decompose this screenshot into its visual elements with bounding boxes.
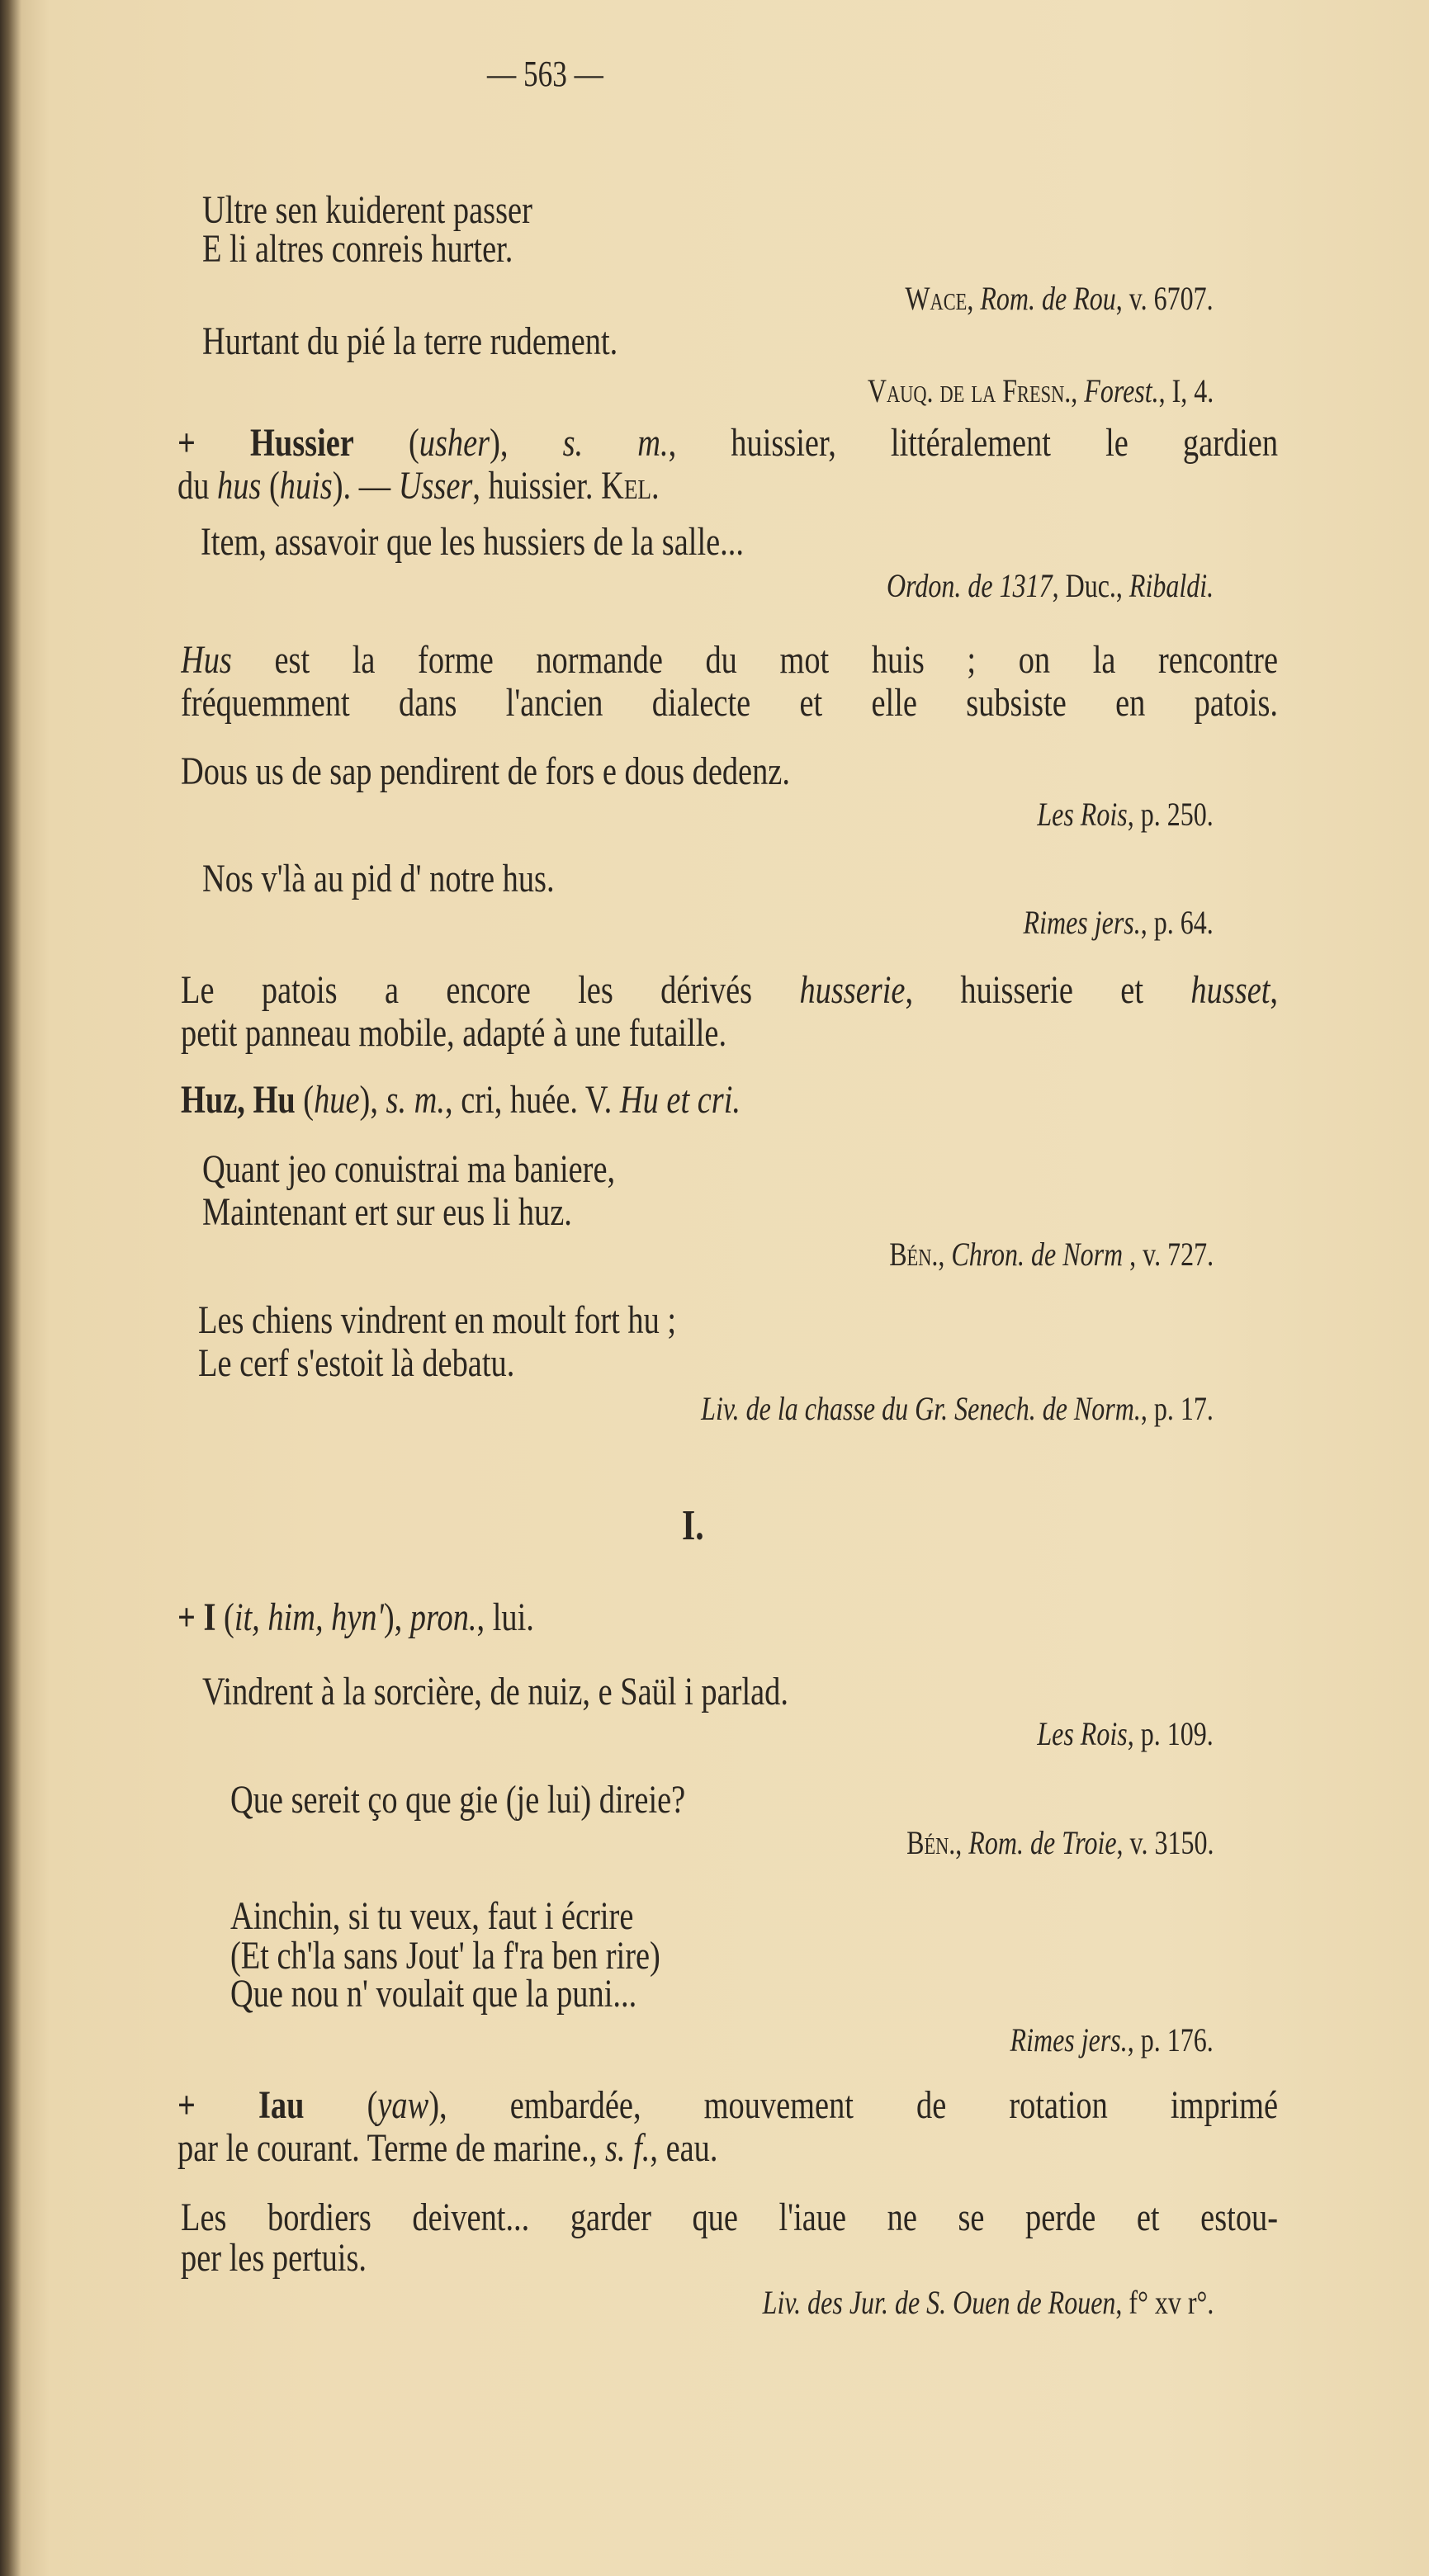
text-line: [181, 2195, 1278, 2241]
text-segment: (Et ch'la sans Jout' la f'ra ben rire): [230, 1934, 660, 1978]
text-segment: E li altres conreis hurter.: [202, 227, 513, 271]
text-line: [230, 1777, 685, 1823]
italic-text: usher: [419, 421, 490, 465]
text-segment: ,: [954, 1824, 968, 1861]
text-segment: Quant jeo conuistrai ma baniere,: [202, 1147, 616, 1191]
text-segment: , lui.: [476, 1595, 534, 1639]
text-segment: , cri, huée. V.: [445, 1078, 620, 1122]
citation-line: [762, 2280, 1214, 2326]
italic-text: huis: [279, 464, 333, 508]
page-number: — 563 —: [487, 54, 603, 94]
text-segment: ),: [383, 1595, 410, 1639]
author-name: Bén.: [889, 1236, 939, 1273]
text-segment: (: [215, 1595, 234, 1639]
text-segment: Les chiens vindrent en moult fort hu ;: [198, 1298, 677, 1342]
text-segment: Le patois a encore les dérivés: [181, 968, 800, 1012]
citation-line: [889, 1231, 1214, 1278]
italic-text: Forest.: [1083, 372, 1159, 409]
text-segment: , huisserie et: [905, 968, 1191, 1012]
text-segment: , p. 176.: [1128, 2021, 1214, 2058]
italic-text: Rimes jers.: [1010, 2021, 1128, 2058]
text-segment: , huissier.: [472, 464, 602, 508]
text-line: [202, 1146, 615, 1193]
text-segment: (: [295, 1078, 315, 1122]
italic-text: pron.: [409, 1595, 477, 1639]
text-segment: , p. 17.: [1141, 1390, 1214, 1427]
italic-text: husset: [1190, 968, 1270, 1012]
text-segment: , f° xv r°.: [1115, 2284, 1214, 2321]
text-line: [198, 1340, 514, 1387]
text-segment: , eau.: [650, 2126, 718, 2170]
text-segment: , p. 64.: [1141, 904, 1214, 941]
text-segment: Le cerf s'estoit là debatu.: [198, 1341, 515, 1385]
text-segment: , v. 3150.: [1116, 1824, 1214, 1861]
text-segment: Dous us de sap pendirent de fors e dous dedenz.: [181, 749, 790, 793]
text-segment: Item, assavoir que les hussiers de la salle...: [201, 520, 744, 564]
text-segment: ,: [1270, 968, 1278, 1012]
text-segment: , huissier, littéralement le gardien: [668, 421, 1278, 465]
text-segment: (: [261, 464, 280, 508]
text-line: [202, 226, 513, 272]
text-line: [181, 749, 790, 795]
text-line: [177, 420, 1278, 466]
text-segment: , I, 4.: [1158, 372, 1214, 409]
text-segment: ), embardée, mouvement de rotation imprimé: [428, 2083, 1278, 2127]
headword: I.: [682, 1502, 704, 1549]
text-segment: , v. 6707.: [1116, 280, 1214, 317]
text-line: [198, 1297, 676, 1344]
italic-text: husserie: [799, 968, 906, 1012]
italic-text: hus: [217, 464, 262, 508]
text-segment: Ultre sen kuiderent passer: [202, 188, 532, 232]
text-segment: ),: [490, 421, 563, 465]
text-line: [177, 2125, 717, 2172]
text-segment: Maintenant ert sur eus li huz.: [202, 1190, 572, 1234]
italic-text: Liv. des Jur. de S. Ouen de Rouen: [762, 2284, 1116, 2321]
text-segment: Vindrent à la sorcière, de nuiz, e Saül i parlad.: [202, 1670, 788, 1713]
text-segment: ). —: [332, 464, 399, 508]
text-line: [177, 2082, 1278, 2129]
text-segment: per les pertuis.: [181, 2236, 367, 2280]
italic-text: s. f.: [604, 2126, 651, 2170]
italic-text: Rom. de Troie: [968, 1824, 1117, 1861]
italic-text: s. m.: [562, 421, 669, 465]
italic-text: Rom. de Rou: [980, 280, 1117, 317]
text-segment: Les bordiers deivent... garder que l'iaue ne se perde et estou-: [181, 2196, 1278, 2239]
text-line: [181, 2235, 367, 2281]
citation-line: [906, 276, 1214, 322]
author-name: Bén.: [906, 1824, 955, 1861]
text-segment: fréquemment dans l'ancien dialecte et elle subsiste en patois.: [181, 681, 1278, 725]
text-line: [230, 1971, 636, 2017]
text-line: [201, 519, 744, 565]
text-line: [181, 967, 1278, 1014]
headword: + I: [177, 1595, 216, 1639]
text-segment: Que nou n' voulait que la puni...: [230, 1972, 637, 2016]
text-segment: ,: [938, 1236, 952, 1273]
text-segment: Que sereit ço que gie (je lui) direie?: [230, 1778, 686, 1822]
italic-text: Les Rois: [1037, 1715, 1128, 1752]
text-segment: , Duc.,: [1052, 567, 1129, 604]
italic-text: Rimes jers.: [1023, 904, 1141, 941]
text-line: [181, 1010, 726, 1056]
text-segment: , v. 727.: [1123, 1236, 1214, 1273]
italic-text: s. m.: [386, 1078, 445, 1122]
text-segment: ,: [967, 280, 981, 317]
italic-text: Les Rois: [1037, 796, 1128, 833]
citation-line: [906, 1820, 1214, 1866]
citation-line: [1024, 900, 1214, 946]
headword: + Iau: [177, 2083, 305, 2127]
headword: Huz, Hu: [181, 1078, 296, 1122]
text-segment: (: [353, 421, 419, 465]
section-letter: [682, 1503, 704, 1549]
text-segment: petit panneau mobile, adapté à une futaille.: [181, 1011, 727, 1055]
headword: + Hussier: [177, 421, 354, 465]
text-segment: ),: [359, 1078, 386, 1122]
author-name: Kel.: [601, 464, 660, 508]
italic-text: yaw: [377, 2083, 429, 2127]
italic-text: Chron. de Norm: [951, 1236, 1124, 1273]
text-line: [202, 319, 617, 365]
italic-text: Usser: [398, 464, 473, 508]
text-line: [177, 463, 660, 509]
citation-line: [1010, 2017, 1214, 2063]
italic-text: Ordon. de 1317: [886, 567, 1053, 604]
text-segment: par le courant. Terme de marine.,: [177, 2126, 605, 2170]
italic-text: Hus: [181, 638, 232, 682]
text-line: [202, 856, 555, 902]
text-line: [177, 1595, 534, 1641]
text-line: [181, 637, 1278, 683]
italic-text: Liv. de la chasse du Gr. Senech. de Norm.: [701, 1390, 1141, 1427]
text-line: [181, 680, 1278, 726]
author-name: Wace: [905, 280, 968, 317]
text-segment: , p. 250.: [1128, 796, 1214, 833]
text-segment: (: [304, 2083, 378, 2127]
italic-text: it, him, hyn': [234, 1595, 384, 1639]
text-segment: du: [177, 464, 217, 508]
text-segment: Nos v'là au pid d' notre hus.: [202, 857, 555, 900]
text-segment: Ainchin, si tu veux, faut i écrire: [230, 1894, 634, 1938]
text-segment: ,: [1070, 372, 1084, 409]
italic-text: Hu et cri.: [619, 1078, 741, 1122]
citation-line: [1038, 792, 1214, 838]
citation-line: [1038, 1711, 1214, 1757]
text-line: [181, 1077, 741, 1123]
text-segment: , p. 109.: [1128, 1715, 1214, 1752]
italic-text: Ribaldi.: [1129, 567, 1214, 604]
citation-line: [868, 368, 1214, 414]
text-segment: est la forme normande du mot huis ; on la rencontre: [231, 638, 1278, 682]
text-line: [202, 1669, 788, 1715]
citation-line: [701, 1386, 1214, 1432]
text-segment: Hurtant du pié la terre rudement.: [202, 319, 618, 363]
author-name: Vauq. de la Fresn.: [867, 372, 1071, 409]
text-line: [202, 1189, 572, 1236]
italic-text: hue: [314, 1078, 360, 1122]
citation-line: [887, 563, 1214, 609]
